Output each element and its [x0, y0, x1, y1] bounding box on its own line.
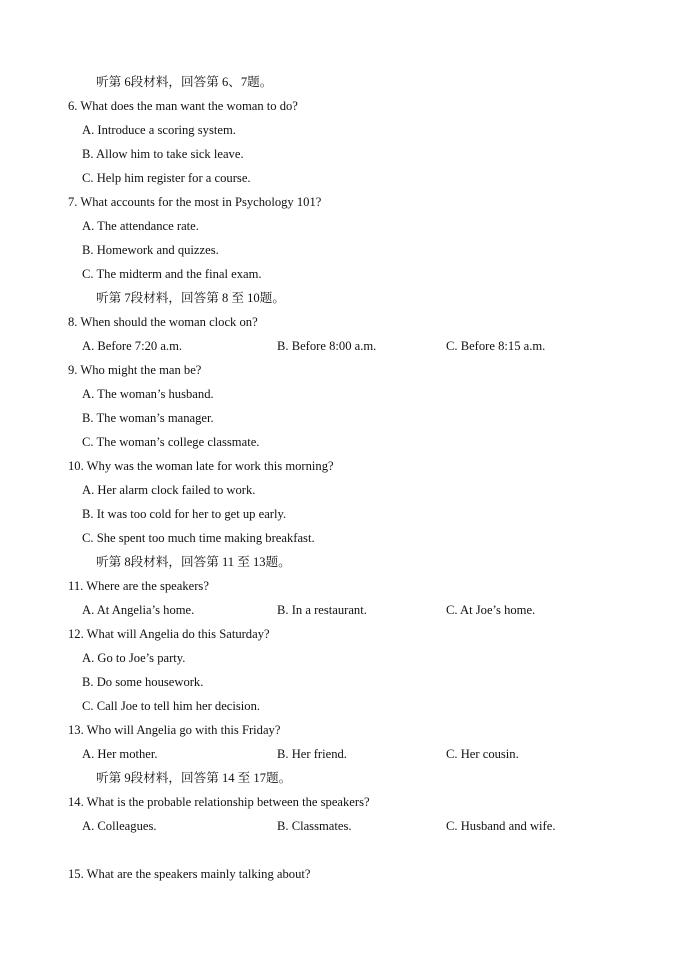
section-instruction: 听第 7段材料，回答第 8 至 10题。 [96, 291, 285, 305]
question-15: 15. What are the speakers mainly talking about? [68, 867, 311, 881]
option-7a: A. The attendance rate. [82, 219, 199, 233]
question-11: 11. Where are the speakers? [68, 579, 209, 593]
option-10c: C. She spent too much time making breakfast. [82, 531, 315, 545]
question-10: 10. Why was the woman late for work this morning? [68, 459, 334, 473]
question-8: 8. When should the woman clock on? [68, 315, 258, 329]
option-14b: B. Classmates. [277, 819, 352, 833]
option-6a: A. Introduce a scoring system. [82, 123, 236, 137]
option-14c: C. Husband and wife. [446, 819, 556, 833]
section-instruction: 听第 9段材料，回答第 14 至 17题。 [96, 771, 292, 785]
option-12b: B. Do some housework. [82, 675, 204, 689]
option-13a: A. Her mother. [82, 747, 158, 761]
option-11b: B. In a restaurant. [277, 603, 367, 617]
option-9b: B. The woman’s manager. [82, 411, 214, 425]
section-instruction: 听第 8段材料，回答第 11 至 13题。 [96, 555, 291, 569]
option-8a: A. Before 7:20 a.m. [82, 339, 183, 353]
option-13b: B. Her friend. [277, 747, 347, 761]
option-6b: B. Allow him to take sick leave. [82, 147, 244, 161]
option-6c: C. Help him register for a course. [82, 171, 251, 185]
option-13c: C. Her cousin. [446, 747, 519, 761]
section-instruction: 听第 6段材料，回答第 6、7题。 [96, 75, 273, 89]
question-13: 13. Who will Angelia go with this Friday? [68, 723, 281, 737]
option-12a: A. Go to Joe’s party. [82, 651, 186, 665]
option-14a: A. Colleagues. [82, 819, 157, 833]
option-7c: C. The midterm and the final exam. [82, 267, 262, 281]
option-10b: B. It was too cold for her to get up early. [82, 507, 287, 521]
option-10a: A. Her alarm clock failed to work. [82, 483, 256, 497]
option-9a: A. The woman’s husband. [82, 387, 214, 401]
option-11c: C. At Joe’s home. [446, 603, 536, 617]
question-14: 14. What is the probable relationship between the speakers? [68, 795, 370, 809]
option-8b: B. Before 8:00 a.m. [277, 339, 377, 353]
question-12: 12. What will Angelia do this Saturday? [68, 627, 270, 641]
option-8c: C. Before 8:15 a.m. [446, 339, 546, 353]
question-6: 6. What does the man want the woman to do? [68, 99, 298, 113]
option-9c: C. The woman’s college classmate. [82, 435, 260, 449]
option-7b: B. Homework and quizzes. [82, 243, 219, 257]
question-9: 9. Who might the man be? [68, 363, 202, 377]
option-12c: C. Call Joe to tell him her decision. [82, 699, 261, 713]
option-11a: A. At Angelia’s home. [82, 603, 195, 617]
question-7: 7. What accounts for the most in Psychology 101? [68, 195, 322, 209]
